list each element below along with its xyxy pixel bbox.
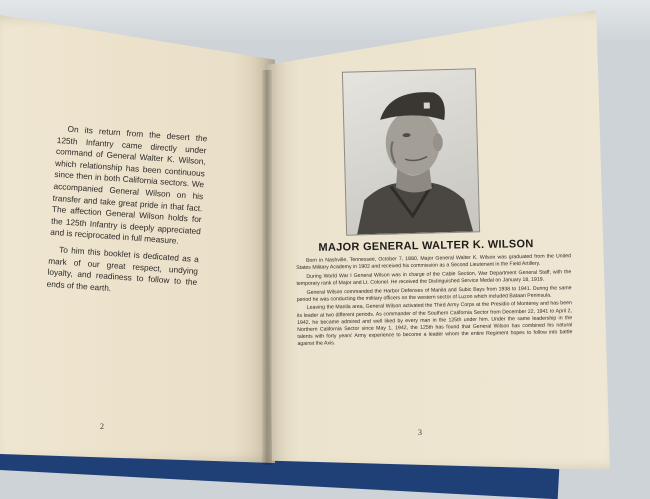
bio-paragraph: During World War I General Wilson was in charge of the Cable Section, War Department General Staff, with the temporary rank of Major and Lt. Colonel. He received the Distinguished Service Medal on January 18, 1919. [296, 268, 572, 287]
bio-heading: MAJOR GENERAL WALTER K. WILSON [318, 238, 534, 254]
portrait-image [343, 69, 479, 234]
bio-paragraph: General Wilson commanded the Harbor Defenses of Manila and Subic Bays from 1938 to 1941. During the same period he was conducting the military officers on the western sector of Luzon which included Bataan Peninsula. [296, 284, 572, 303]
bio-paragraph: Leaving the Manila area, General Wilson activated the Third Army Corps at the Presidio of Monterey and has been its leader at two different periods. As commander of the Southern California Sector from December 22, 1941 to April 2, 1942, he became admired and well liked by every man in the 125th under him. Under the same leadership in the Northern California Sector since May 1, 1942, the 125th has found that General Wilson has combined his natural talents with forty years' Army experience to become a leader whom the entire Regiment hopes to follow into battle against the Axis. [296, 300, 573, 348]
dedication-paragraph: On its return from the desert the 125th Infantry came directly under command of General Walter K. Wilson, which relationship has been continuous since then in both California sectors. We accompanied General Wilson on his transfer and take great pride in that fact. The affection General Wilson holds for the 125th Infantry is deeply appreciated and is reciprocated in full measure. [50, 123, 208, 247]
page-number-left: 2 [100, 422, 104, 431]
bio-paragraph: Born in Nashville, Tennessee, October 7, 1880, Major General Walter K. Wilson was graduated from the United States Military Academy in 1902 and received his commission as a Second Lieutenant in the Field Artillery. [296, 253, 572, 272]
dedication-paragraph: To him this booklet is dedicated as a mark of our great respect, undying loyalty, and readiness to follow to the ends of the earth. [46, 244, 200, 293]
dedication-text [46, 123, 208, 305]
general-portrait-photo [342, 68, 480, 235]
bio-text [296, 253, 573, 350]
page-number-right: 3 [418, 428, 422, 437]
book-gutter [262, 70, 272, 465]
